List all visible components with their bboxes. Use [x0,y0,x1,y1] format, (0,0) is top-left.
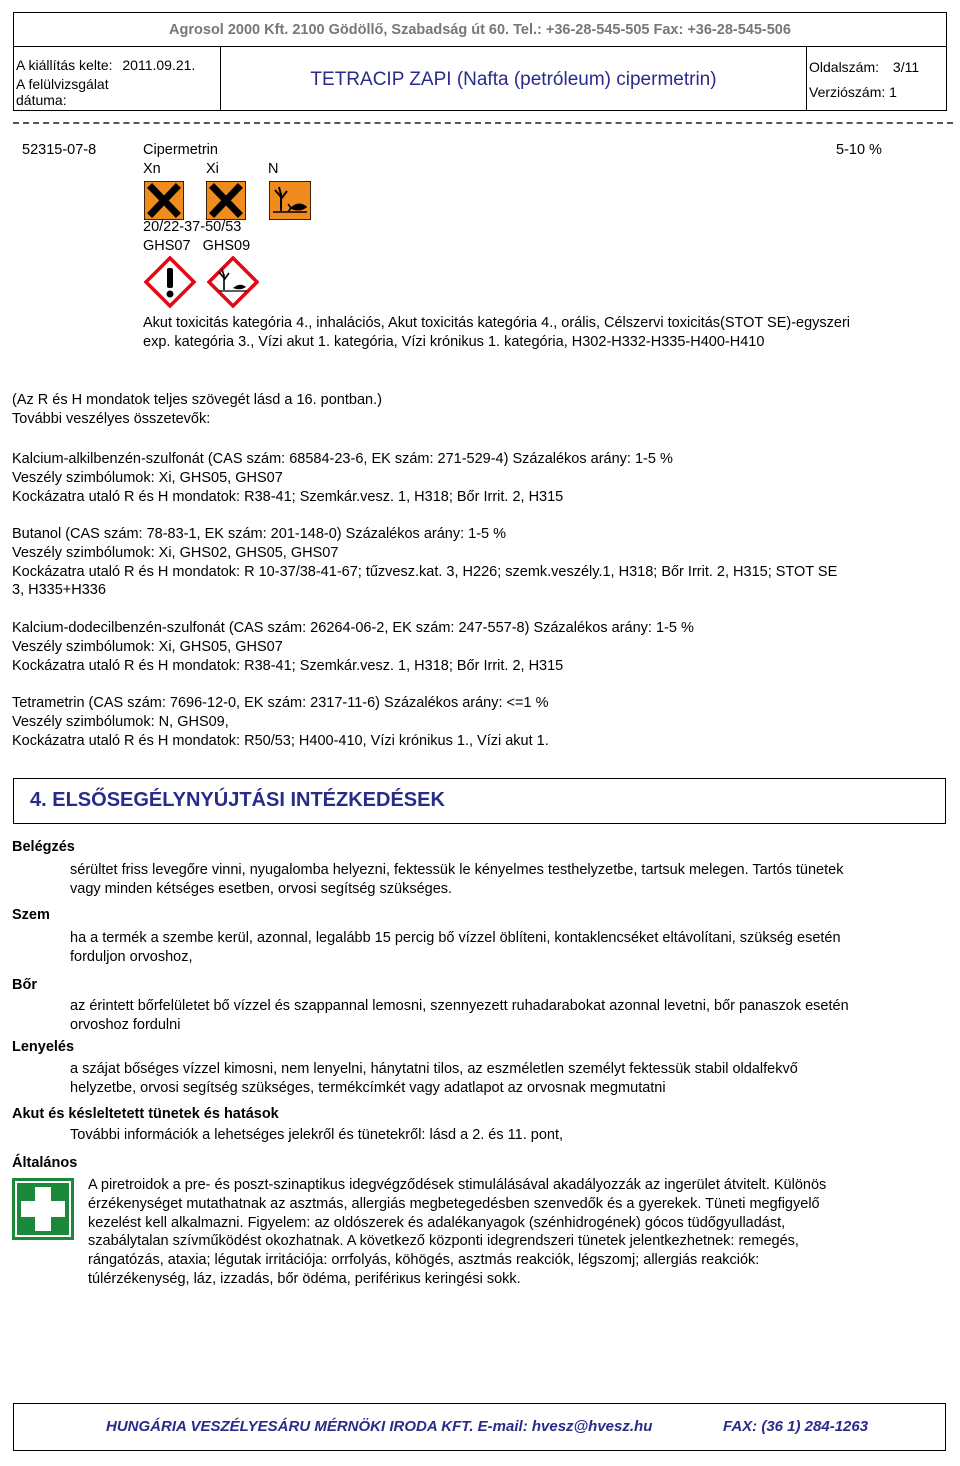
see-section-16-note: (Az R és H mondatok teljes szövegét lásd a 16. pontban.) [12,392,382,408]
other-1-line-3: Kockázatra utaló R és H mondatok: R38-41; Szemkár.vesz. 1, H318; Bőr Irrit. 2, H315 [12,489,564,505]
symbol-xn: Xn [143,161,161,177]
general-line: érzékenységet mutathatnak az asztmás, allergiás megbetegedésben szenvedők és a gyerekek. Tüneti megfigyelő [88,1195,820,1212]
eye-text-1: ha a termék a szembe kerül, azonnal, legalább 15 percig bő vízzel öblíteni, kontaklencséket eltávolítani, szükség esetén [70,930,841,946]
other-2-line-3: Kockázatra utaló R és H mondatok: R 10-37/38-41-67; tűzvesz.kat. 3, H226; szemk.veszély.1, H318; Bőr Irrit. 2, H315; STOT SE [12,564,838,580]
header-box [13,12,947,111]
other-3-line-1: Kalcium-dodecilbenzén-szulfonát (CAS szám: 26264-06-2, EK szám: 247-557-8) Százalékos arány: 1-5 % [12,620,694,636]
inhalation-text-1: sérültet friss levegőre vinni, nyugalomba helyezni, fektessük le kényelmes testhelyzetbe, tartsuk melegen. Tartós tünetek [70,862,844,878]
inhalation-label: Belégzés [12,839,75,855]
other-4-line-3: Kockázatra utaló R és H mondatok: R50/53; H400-410, Vízi krónikus 1., Vízi akut 1. [12,733,549,749]
version-label: Verziószám: 1 [809,84,897,100]
other-hazardous-heading: További veszélyes összetevők: [12,411,211,427]
issue-date-row [16,57,195,73]
ghs07-exclamation-icon [144,256,196,308]
general-line: kezelést kell alkalmazni. Figyelem: az oldószerek és adalékanyagok (szénhidrogének) gócos tüdőgyulladást, [88,1214,786,1231]
company-header: Agrosol 2000 Kft. 2100 Gödöllő, Szabadság út 60. Tel.: +36-28-545-505 Fax: +36-28-545-506 [169,22,791,38]
ghs09-environment-icon [207,256,259,308]
section-4-box [13,778,946,824]
skin-label: Bőr [12,977,37,993]
other-4-line-2: Veszély szimbólumok: N, GHS09, [12,714,229,730]
r-phrases: 20/22-37-50/53 [143,219,242,235]
xn-harmful-icon [144,181,184,220]
footer-box [13,1403,946,1451]
ingestion-label: Lenyelés [12,1039,75,1055]
other-1-line-2: Veszély szimbólumok: Xi, GHS05, GHS07 [12,470,283,486]
section-4-title: 4. ELSŐSEGÉLYNYÚJTÁSI INTÉZKEDÉSEK [30,789,445,811]
acute-effects-text: További információk a lehetséges jelekről és tünetekről: lásd a 2. és 11. pont, [70,1127,564,1143]
page-number-row [809,59,919,75]
other-4-line-1: Tetrametrin (CAS szám: 7696-12-0, EK szám: 2317-11-6) Százalékos arány: <=1 % [12,695,549,711]
issue-date: 2011.09.21. [122,57,196,73]
general-label: Általános [12,1155,78,1171]
symbol-n: N [268,161,279,177]
footer-fax: FAX: (36 1) 284-1263 [723,1418,869,1435]
other-3-line-2: Veszély szimbólumok: Xi, GHS05, GHS07 [12,639,283,655]
review-label-2: dátuma: [16,92,67,108]
skin-text-1: az érintett bőrfelületet bő vízzel és szappannal lemosni, szennyezett ruhadarabokat azonnal levetni, bőr panaszok esetén [70,998,849,1014]
general-line: A piretroidok a pre- és poszt-szinaptikus idegvégződések stimulálásával akadályozzák az ingerület átvitelt. Különös [88,1177,827,1193]
issue-label: A kiállítás kelte: [16,57,113,73]
xi-irritant-icon [206,181,246,220]
general-line: rángatózás, ataxia; légutak irritációja: orrfolyás, köhögés, asztmás reakciók, légszomj; allergiás reakciók: [88,1252,760,1269]
eye-text-2: forduljon orvoshoz, [70,949,193,965]
general-line: szabálytalan szívműködést okozhatnak. A következő központi idegrendszeri tünetek jelentkezhetnek: remegés, [88,1233,799,1250]
first-aid-cross-icon [12,1178,74,1240]
classification-line-2: exp. kategória 3., Vízi akut 1. kategória, Vízi krónikus 1. kategória, H302-H332-H335-H400-H410 [143,334,765,350]
symbol-xi: Xi [206,161,219,177]
general-line: túlérzékenység, láz, izzadás, bőr ödéma, perifériкus keringési sokk. [88,1270,521,1287]
other-2-line-4: 3, H335+H336 [12,582,106,598]
ingestion-text-2: helyzetbe, orvosi segítség szükséges, termékcímkét vagy adatlapot az orvosnak megmutatni [70,1080,666,1096]
acute-effects-label: Akut és késleltetett tünetek és hatások [12,1106,279,1122]
footer-company: HUNGÁRIA VESZÉLYESÁRU MÉRNÖKI IRODA KFT. E-mail: hvesz@hvesz.hu [106,1418,653,1435]
dashed-separator [13,122,953,124]
component-percent: 5-10 % [836,142,882,158]
general-text-block [88,1176,826,1289]
product-title: TETRACIP ZAPI (Nafta (petróleum) cipermetrin) [220,47,807,110]
review-label-1: A felülvizsgálat [16,76,109,92]
page-label: Oldalszám: [809,59,880,75]
other-1-line-1: Kalcium-alkilbenzén-szulfonát (CAS szám: 68584-23-6, EK szám: 271-529-4) Százalékos arány: 1-5 % [12,451,673,467]
classification-line-1: Akut toxicitás kategória 4., inhalációs, Akut toxicitás kategória 4., orális, Célszervi toxicitás(STOT SE)-egyszeri [143,315,851,331]
other-2-line-1: Butanol (CAS szám: 78-83-1, EK szám: 201-148-0) Százalékos arány: 1-5 % [12,526,507,542]
skin-text-2: orvoshoz fordulni [70,1017,181,1033]
component-name: Cipermetrin [143,142,218,158]
eye-label: Szem [12,907,50,923]
inhalation-text-2: vagy minden kétséges esetben, orvosi segítség szükséges. [70,881,453,897]
other-3-line-3: Kockázatra utaló R és H mondatok: R38-41; Szemkár.vesz. 1, H318; Bőr Irrit. 2, H315 [12,658,564,674]
page-value: 3/11 [892,59,920,75]
component-cas: 52315-07-8 [22,142,97,158]
ingestion-text-1: a szájat bőséges vízzel kimosni, nem lenyelni, hánytatni tilos, az eszméletlen személyt fektessük stabil oldalfekvő [70,1061,798,1077]
n-environment-icon [269,181,311,220]
ghs-codes: GHS07 GHS09 [143,238,251,254]
other-2-line-2: Veszély szimbólumok: Xi, GHS02, GHS05, GHS07 [12,545,339,561]
